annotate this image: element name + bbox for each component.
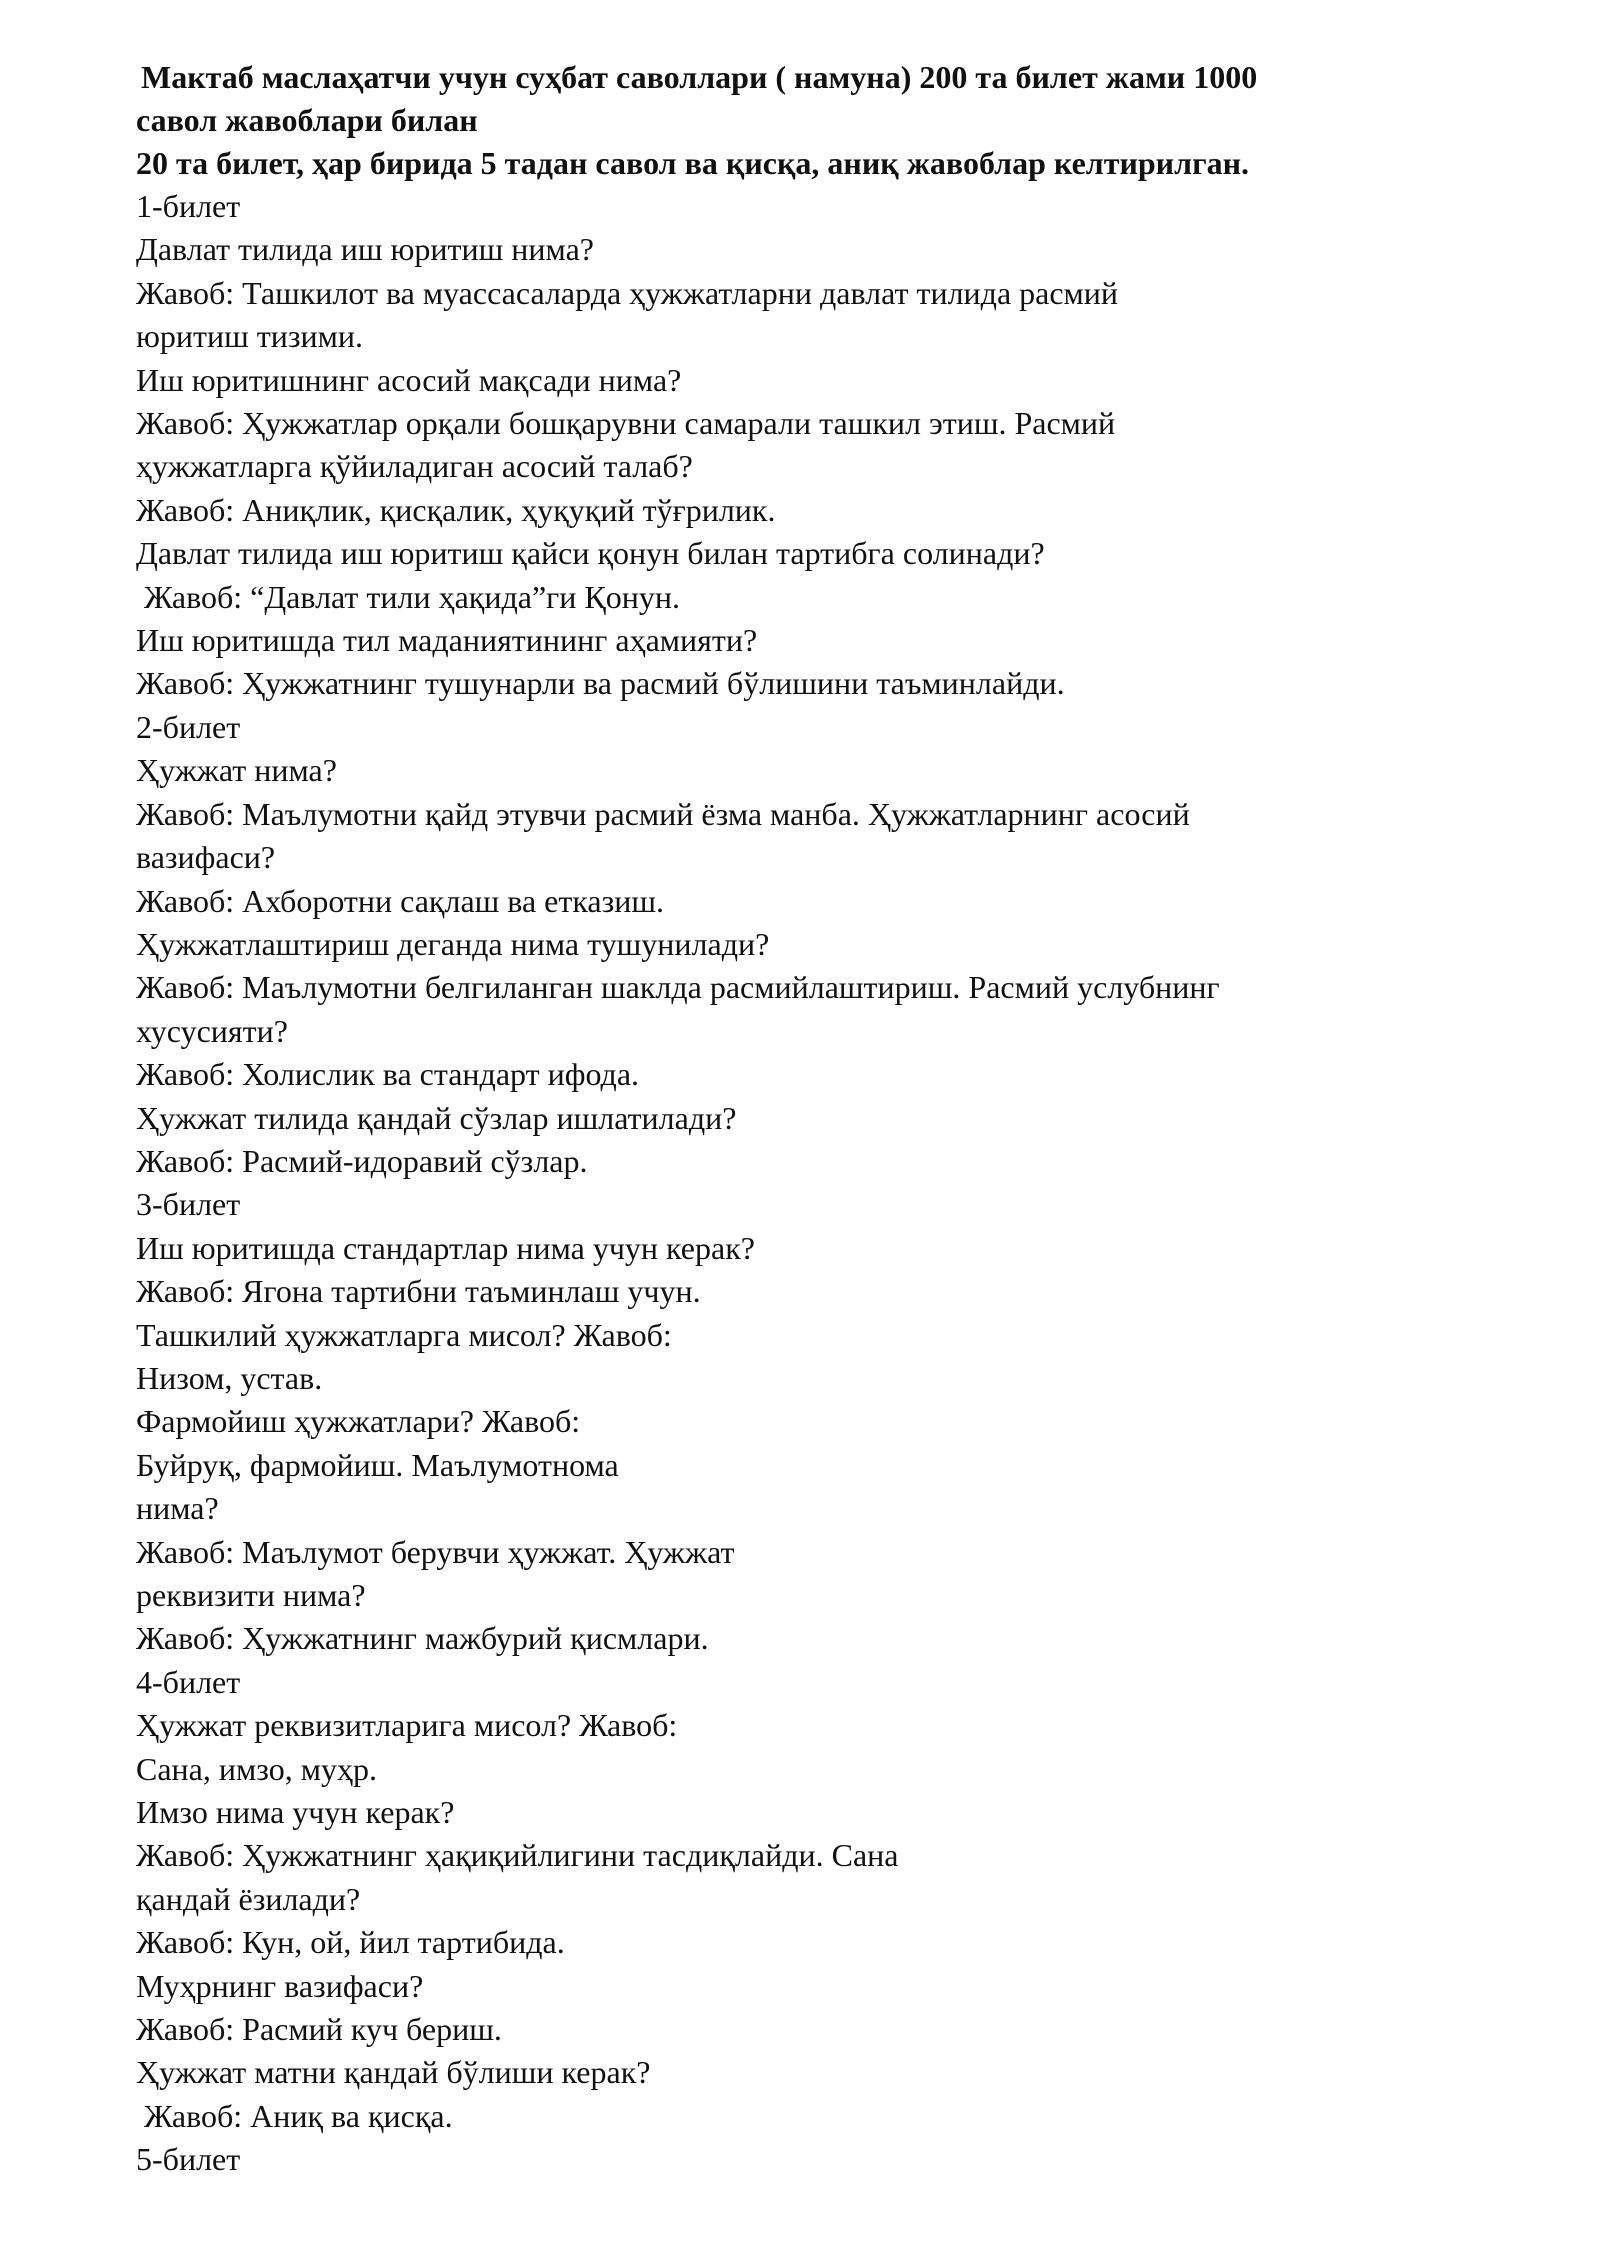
document-text-line: Ташкилий ҳужжатларга мисол? Жавоб: <box>136 1316 672 1353</box>
document-title-line-1: Мактаб маслаҳатчи учун суҳбат саволлари ( намуна) 200 та билет жами 1000 <box>141 59 1258 95</box>
document-text-line: юритиш тизими. <box>136 318 364 355</box>
document-text-line: 4-билет <box>136 1663 241 1700</box>
document-text-line: Сана, имзо, муҳр. <box>136 1750 377 1787</box>
document-text-line: Жавоб: Ҳужжатнинг тушунарли ва расмий бўлишини таъминлайди. <box>136 665 1065 702</box>
document-title-line-2: савол жавоблари билан <box>136 102 478 138</box>
document-text-line: Иш юритишда стандартлар нима учун керак? <box>136 1229 755 1266</box>
document-body <box>136 185 1516 2182</box>
document-text-line: Жавоб: Расмий-идоравий сўзлар. <box>136 1142 588 1179</box>
document-page <box>136 56 1516 2182</box>
document-text-line: Жавоб: Ташкилот ва муассасаларда ҳужжатларни давлат тилида расмий <box>136 274 1119 311</box>
document-text-line: Жавоб: Расмий куч бериш. <box>136 2011 502 2048</box>
document-text-line: қандай ёзилади? <box>136 1880 361 1917</box>
document-text-line: 2-билет <box>136 708 241 745</box>
document-text-line: Муҳрнинг вазифаси? <box>136 1967 424 2004</box>
document-text-line: Жавоб: Кун, ой, йил тартибида. <box>136 1924 565 1961</box>
document-text-line: Имзо нима учун керак? <box>136 1794 455 1831</box>
document-text-line: Буйруқ, фармойиш. Маълумотнома <box>136 1446 619 1483</box>
document-text-line: Жавоб: Ҳужжатлар орқали бошқарувни самарали ташкил этиш. Расмий <box>136 405 1116 442</box>
document-text-line: Ҳужжат нима? <box>136 752 337 789</box>
document-text-line: Ҳужжат тилида қандай сўзлар ишлатилади? <box>136 1099 737 1136</box>
document-text-line: ҳужжатларга қўйиладиган асосий талаб? <box>136 448 693 485</box>
document-subtitle: 20 та билет, ҳар бирида 5 тадан савол ва қисқа, аниқ жавоблар келтирилган. <box>136 145 1250 181</box>
document-text-line: 1-билет <box>136 188 241 224</box>
document-text-line: Жавоб: Аниқлик, қисқалик, ҳуқуқий тўғрилик. <box>136 491 776 528</box>
document-text-line: реквизити нима? <box>136 1577 366 1613</box>
document-text-line: Иш юритишда тил маданиятининг аҳамияти? <box>136 622 758 659</box>
document-text-line: Жавоб: Маълумотни қайд этувчи расмий ёзма манба. Ҳужжатларнинг асосий <box>136 795 1190 832</box>
document-text-line: 5-билет <box>136 2141 241 2178</box>
document-text-line: Жавоб: Маълумотни белгиланган шаклда расмийлаштириш. Расмий услубнинг <box>136 969 1220 1006</box>
document-text-line: Ҳужжат реквизитларига мисол? Жавоб: <box>136 1707 678 1744</box>
document-text-line: Фармойиш ҳужжатлари? Жавоб: <box>136 1403 581 1440</box>
document-text-line: Иш юритишнинг асосий мақсади нима? <box>136 361 682 398</box>
document-text-line: Низом, устав. <box>136 1359 323 1396</box>
document-text-line: Жавоб: Маълумот берувчи ҳужжат. Ҳужжат <box>136 1533 735 1570</box>
document-text-line: Давлат тилида иш юритиш қайси қонун билан тартибга солинади? <box>136 535 1045 572</box>
document-text-line: 3-билет <box>136 1186 241 1223</box>
document-text-line: хусусияти? <box>136 1012 288 1049</box>
document-text-line: Жавоб: Ҳужжатнинг ҳақиқийлигини тасдиқлайди. Сана <box>136 1837 899 1874</box>
document-text-line: Жавоб: Ҳужжатнинг мажбурий қисмлари. <box>136 1620 709 1657</box>
document-text-line: Ҳужжатлаштириш деганда нима тушунилади? <box>136 925 770 962</box>
document-text-line: Жавоб: Ягона тартибни таъминлаш учун. <box>136 1273 701 1310</box>
document-text-line: Жавоб: Холислик ва стандарт ифода. <box>136 1056 640 1093</box>
document-text-line: Давлат тилида иш юритиш нима? <box>136 231 594 268</box>
document-text-line: Жавоб: Аниқ ва қисқа. <box>136 2097 453 2134</box>
document-text-line: Жавоб: Ахборотни сақлаш ва етказиш. <box>136 882 665 919</box>
document-text-line: вазифаси? <box>136 839 276 876</box>
document-text-line: нима? <box>136 1490 219 1527</box>
document-text-line: Жавоб: “Давлат тили ҳақида”ги Қонун. <box>136 578 680 615</box>
document-text-line: Ҳужжат матни қандай бўлиши керак? <box>136 2054 651 2091</box>
